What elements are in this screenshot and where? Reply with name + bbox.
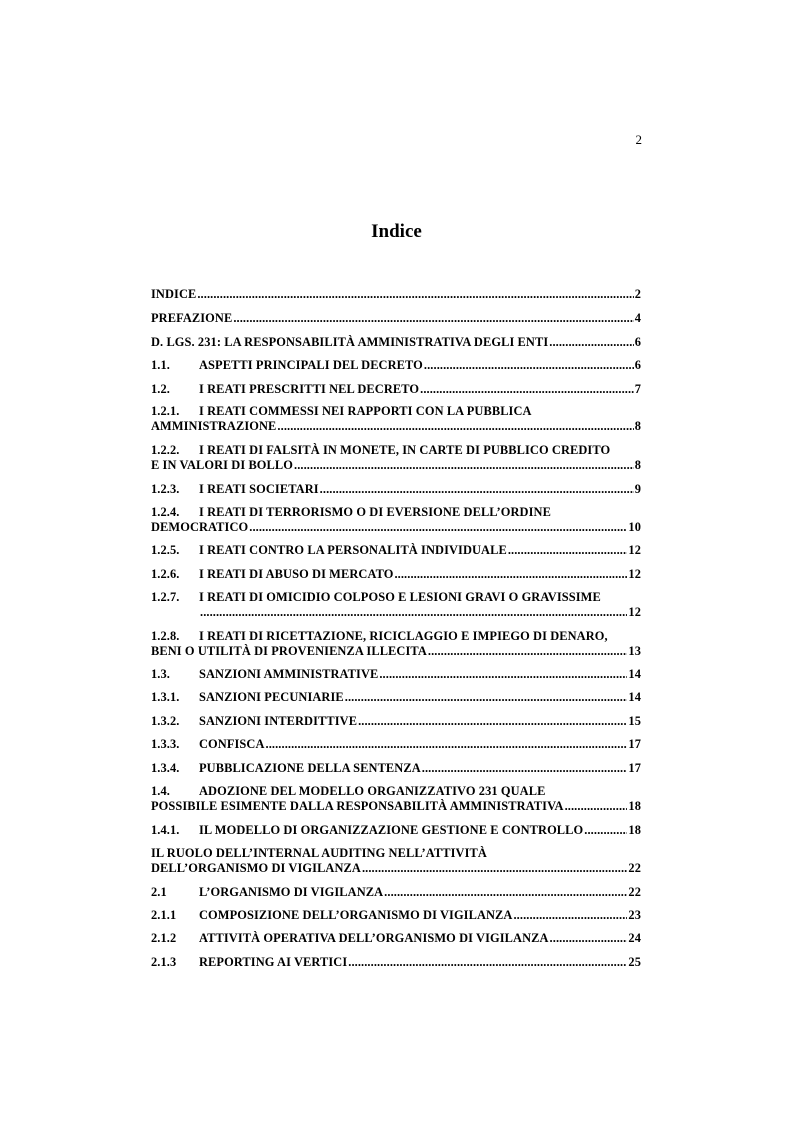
toc-entry[interactable]	[151, 737, 641, 752]
toc-entry-title: I REATI DI FALSITÀ IN MONETE, IN CARTE DI PUBBLICO CREDITO	[199, 443, 611, 457]
toc-dot-leader	[513, 908, 627, 923]
toc-line	[151, 823, 641, 838]
toc-entry-number: 2.1.2	[151, 931, 177, 945]
toc-entry-title: I REATI SOCIETARI	[199, 482, 319, 496]
toc-dot-leader	[394, 567, 627, 582]
toc-entry-number: 1.2.5.	[151, 543, 180, 557]
toc-entry-page: 17	[628, 737, 641, 751]
toc-line	[151, 885, 641, 900]
toc-entry-page: 12	[628, 543, 641, 557]
toc-entry-title: ASPETTI PRINCIPALI DEL DECRETO	[199, 358, 423, 372]
toc-entry-page: 14	[628, 690, 641, 704]
toc-entry-number: 1.2.	[151, 382, 170, 396]
toc-entry-page: 12	[628, 605, 641, 619]
toc-entry-title: BENI O UTILITÀ DI PROVENIENZA ILLECITA	[151, 644, 427, 658]
toc-entry-title: AMMINISTRAZIONE	[151, 419, 277, 433]
toc-entry[interactable]	[151, 382, 641, 397]
toc-entry[interactable]	[151, 335, 641, 350]
toc-entry-page: 18	[628, 799, 641, 813]
toc-entry-title: COMPOSIZIONE DELL’ORGANISMO DI VIGILANZA	[199, 908, 513, 922]
toc-entry-number: 1.2.8.	[151, 629, 180, 643]
toc-entry[interactable]	[151, 885, 641, 900]
toc-entry-page: 4	[634, 311, 641, 325]
toc-entry-title: IL MODELLO DI ORGANIZZAZIONE GESTIONE E CONTROLLO	[199, 823, 584, 837]
toc-entry[interactable]	[151, 955, 641, 970]
toc-entry-number: 1.2.2.	[151, 443, 180, 457]
toc-entry[interactable]	[151, 482, 641, 497]
toc-entry[interactable]	[151, 690, 641, 705]
toc-entry-number: 1.3.2.	[151, 714, 180, 728]
toc-entry-title: PREFAZIONE	[151, 311, 233, 325]
toc-entry-title: E IN VALORI DI BOLLO	[151, 458, 294, 472]
toc-dot-leader	[358, 714, 627, 729]
toc-entry-number: 1.2.4.	[151, 505, 180, 519]
toc-line	[151, 287, 641, 302]
toc-line	[151, 419, 641, 434]
toc-entry-title: I REATI COMMESSI NEI RAPPORTI CON LA PUBBLICA	[199, 404, 532, 418]
toc-entry[interactable]	[151, 311, 641, 326]
toc-entry-title: PUBBLICAZIONE DELLA SENTENZA	[199, 761, 421, 775]
toc-entry-page: 9	[634, 482, 641, 496]
toc-entry-title: I REATI DI OMICIDIO COLPOSO E LESIONI GRAVI O GRAVISSIME	[199, 590, 601, 604]
toc-dot-leader	[348, 955, 627, 970]
toc-line	[151, 382, 641, 397]
toc-line	[151, 543, 641, 558]
toc-dot-leader	[345, 690, 628, 705]
toc-dot-leader	[200, 605, 627, 620]
toc-entry-number: 1.3.3.	[151, 737, 180, 751]
toc-entry-title: CONFISCA	[199, 737, 265, 751]
toc-entry[interactable]	[151, 714, 641, 729]
toc-entry-page: 8	[634, 419, 641, 433]
toc-entry-number: 1.3.	[151, 667, 170, 681]
toc-entry-page: 6	[634, 335, 641, 349]
toc-dot-leader	[422, 761, 628, 776]
toc-entry-number: 1.3.1.	[151, 690, 180, 704]
toc-line	[151, 737, 641, 752]
toc-line	[151, 629, 641, 644]
toc-entry-page: 2	[634, 287, 641, 301]
toc-entry[interactable]	[151, 629, 641, 659]
toc-entry[interactable]	[151, 443, 641, 473]
toc-dot-leader	[550, 931, 628, 946]
toc-dot-leader	[266, 737, 628, 752]
toc-entry[interactable]	[151, 761, 641, 776]
page-title: Indice	[371, 221, 422, 242]
toc-line	[151, 714, 641, 729]
toc-line	[151, 605, 641, 620]
toc-line	[151, 761, 641, 776]
toc-line	[151, 335, 641, 350]
toc-line	[151, 590, 641, 605]
toc-entry-page: 22	[628, 861, 641, 875]
toc-entry-number: 2.1.3	[151, 955, 177, 969]
toc-entry-page: 10	[628, 520, 641, 534]
toc-entry-title: DELL’ORGANISMO DI VIGILANZA	[151, 861, 361, 875]
toc-dot-leader	[420, 382, 634, 397]
toc-line	[151, 404, 641, 419]
toc-entry-page: 15	[628, 714, 641, 728]
toc-entry-title: INDICE	[151, 287, 197, 301]
toc-dot-leader	[384, 885, 627, 900]
toc-line	[151, 955, 641, 970]
toc-entry-title: ADOZIONE DEL MODELLO ORGANIZZATIVO 231 QUALE	[199, 784, 546, 798]
toc-line	[151, 784, 641, 799]
toc-entry-page: 23	[628, 908, 641, 922]
toc-entry-title: SANZIONI PECUNIARIE	[199, 690, 344, 704]
toc-entry-number: 1.3.4.	[151, 761, 180, 775]
toc-entry[interactable]	[151, 567, 641, 582]
toc-entry-title: SANZIONI INTERDITTIVE	[199, 714, 358, 728]
toc-entry[interactable]	[151, 404, 641, 434]
toc-entry-page: 8	[634, 458, 641, 472]
toc-line	[151, 861, 641, 876]
toc-entry[interactable]	[151, 846, 641, 876]
toc-dot-leader	[362, 861, 627, 876]
toc-dot-leader	[197, 287, 633, 302]
toc-entry[interactable]	[151, 505, 641, 535]
toc-entry-title: L’ORGANISMO DI VIGILANZA	[199, 885, 384, 899]
toc-entry-title: ATTIVITÀ OPERATIVA DELL’ORGANISMO DI VIGILANZA	[199, 931, 549, 945]
toc-entry-page: 24	[628, 931, 641, 945]
toc-entry[interactable]	[151, 590, 641, 620]
toc-dot-leader	[424, 358, 634, 373]
toc-dot-leader	[294, 458, 634, 473]
toc-dot-leader	[428, 644, 628, 659]
toc-entry-title: IL RUOLO DELL’INTERNAL AUDITING NELL’ATTIVITÀ	[151, 846, 487, 860]
toc-entry[interactable]	[151, 287, 641, 302]
toc-dot-leader	[508, 543, 628, 558]
toc-entry-number: 1.4.1.	[151, 823, 180, 837]
toc-entry[interactable]	[151, 823, 641, 838]
toc-line	[151, 458, 641, 473]
toc-line	[151, 505, 641, 520]
toc-entry[interactable]	[151, 667, 641, 682]
toc-entry[interactable]	[151, 908, 641, 923]
toc-entry[interactable]	[151, 358, 641, 373]
toc-entry-title: REPORTING AI VERTICI	[199, 955, 348, 969]
toc-entry-title: D. LGS. 231: LA RESPONSABILITÀ AMMINISTRATIVA DEGLI ENTI	[151, 335, 549, 349]
toc-entry-title: I REATI DI RICETTAZIONE, RICICLAGGIO E IMPIEGO DI DENARO,	[199, 629, 608, 643]
toc-entry-page: 22	[628, 885, 641, 899]
toc-entry-title: I REATI DI TERRORISMO O DI EVERSIONE DELL’ORDINE	[199, 505, 551, 519]
toc-line	[151, 644, 641, 659]
toc-dot-leader	[379, 667, 627, 682]
toc-dot-leader	[249, 520, 627, 535]
toc-line	[151, 520, 641, 535]
toc-line	[151, 799, 641, 814]
toc-entry-title: POSSIBILE ESIMENTE DALLA RESPONSABILITÀ AMMINISTRATIVA	[151, 799, 564, 813]
toc-entry-number: 1.1.	[151, 358, 170, 372]
toc-entry-page: 18	[628, 823, 641, 837]
toc-entry-page: 12	[628, 567, 641, 581]
toc-entry-page: 25	[628, 955, 641, 969]
toc-entry-number: 1.2.7.	[151, 590, 180, 604]
page-number: 2	[635, 132, 642, 147]
toc-line	[151, 667, 641, 682]
toc-line	[151, 311, 641, 326]
toc-line	[151, 358, 641, 373]
toc-line	[151, 443, 641, 458]
toc-entry-page: 14	[628, 667, 641, 681]
toc-entry-title: I REATI DI ABUSO DI MERCATO	[199, 567, 394, 581]
toc-line	[151, 690, 641, 705]
toc-entry[interactable]	[151, 784, 641, 814]
toc-dot-leader	[277, 419, 633, 434]
toc-entry-title: DEMOCRATICO	[151, 520, 249, 534]
toc-entry-number: 2.1.1	[151, 908, 177, 922]
toc-entry-page: 17	[628, 761, 641, 775]
toc-entry-title: I REATI CONTRO LA PERSONALITÀ INDIVIDUALE	[199, 543, 507, 557]
toc-dot-leader	[549, 335, 633, 350]
toc-entry-number: 2.1	[151, 885, 167, 899]
toc-line	[151, 482, 641, 497]
toc-line	[151, 931, 641, 946]
toc-dot-leader	[320, 482, 634, 497]
toc-entry-number: 1.2.6.	[151, 567, 180, 581]
toc-entry[interactable]	[151, 931, 641, 946]
toc-entry-title: I REATI PRESCRITTI NEL DECRETO	[199, 382, 420, 396]
toc-dot-leader	[565, 799, 628, 814]
toc-entry-number: 1.2.3.	[151, 482, 180, 496]
toc-line	[151, 567, 641, 582]
toc-entry[interactable]	[151, 543, 641, 558]
toc-entry-page: 7	[634, 382, 641, 396]
toc-entry-number: 1.4.	[151, 784, 170, 798]
toc-entry-page: 6	[634, 358, 641, 372]
toc-entry-page: 13	[628, 644, 641, 658]
toc-line	[151, 846, 641, 861]
toc-dot-leader	[233, 311, 633, 326]
toc-entry-title: SANZIONI AMMINISTRATIVE	[199, 667, 379, 681]
toc-dot-leader	[584, 823, 627, 838]
toc-line	[151, 908, 641, 923]
toc-entry-number: 1.2.1.	[151, 404, 180, 418]
